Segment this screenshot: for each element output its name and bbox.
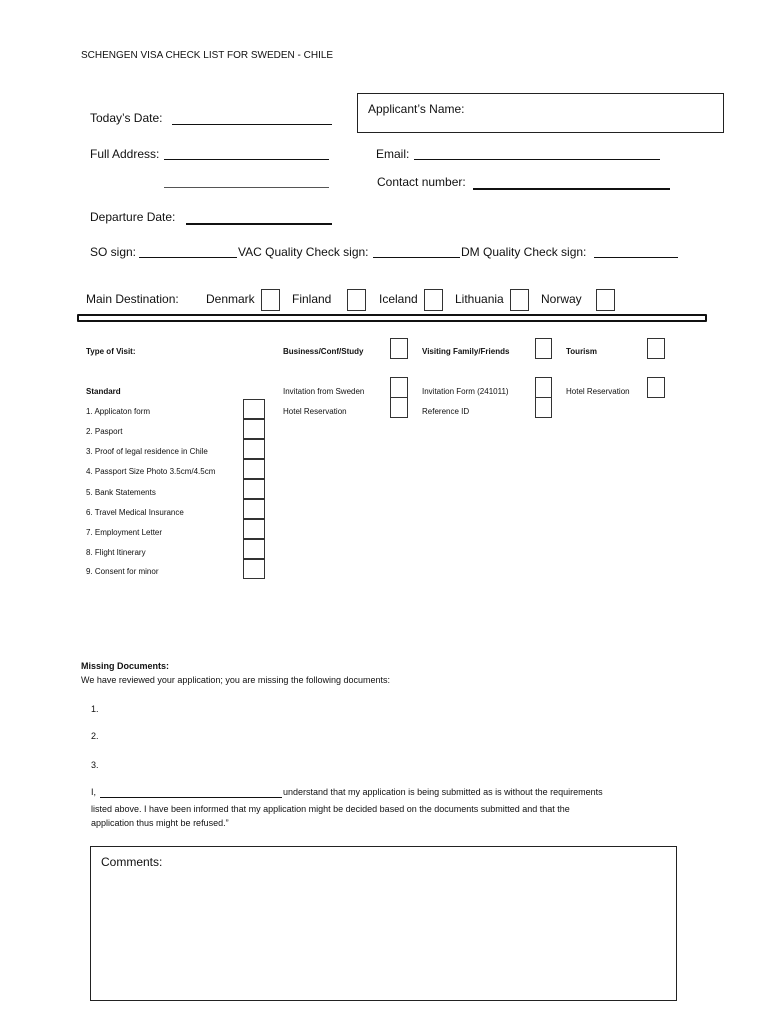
standard-item: 3. Proof of legal residence in Chile [86, 447, 208, 456]
vac-quality-label: VAC Quality Check sign: [238, 245, 369, 259]
standard-checkbox-8[interactable] [243, 539, 265, 559]
business-doc-invitation: Invitation from Sweden [283, 387, 365, 396]
missing-documents-intro: We have reviewed your application; you are missing the following documents: [81, 675, 390, 685]
declaration-prefix: I, [91, 787, 97, 797]
business-invitation-checkbox[interactable] [390, 377, 408, 398]
applicant-name-box[interactable] [357, 93, 724, 133]
full-address-label: Full Address: [90, 147, 160, 161]
standard-item: 4. Passport Size Photo 3.5cm/4.5cm [86, 467, 216, 476]
full-address-field-1[interactable] [164, 159, 329, 160]
standard-item: 9. Consent for minor [86, 567, 159, 576]
standard-checkbox-3[interactable] [243, 439, 265, 459]
standard-item: 7. Employment Letter [86, 528, 163, 537]
visit-tourism-checkbox[interactable] [647, 338, 665, 359]
standard-checkbox-9[interactable] [243, 559, 265, 579]
standard-item: 5. Bank Statements [86, 488, 156, 497]
family-doc-invitation-form: Invitation Form (241011) [422, 387, 509, 396]
section-divider [77, 314, 707, 322]
destination-norway-checkbox[interactable] [596, 289, 615, 311]
standard-checkbox-7[interactable] [243, 519, 265, 539]
so-sign-field[interactable] [139, 257, 237, 258]
missing-item-2: 2. [91, 731, 99, 741]
todays-date-field[interactable] [172, 124, 332, 125]
destination-denmark-checkbox[interactable] [261, 289, 280, 311]
missing-item-1: 1. [91, 704, 99, 714]
missing-item-3: 3. [91, 760, 99, 770]
destination-lithuania-label: Lithuania [455, 292, 504, 306]
email-field[interactable] [414, 159, 660, 160]
todays-date-label: Today’s Date: [90, 111, 163, 125]
declaration-name-field[interactable] [100, 797, 282, 798]
missing-documents-heading: Missing Documents: [81, 661, 170, 671]
standard-item: 8. Flight Itinerary [86, 548, 146, 557]
destination-denmark-label: Denmark [206, 292, 255, 306]
comments-label: Comments: [101, 855, 163, 869]
departure-date-field[interactable] [186, 223, 332, 225]
vac-quality-field[interactable] [373, 257, 460, 258]
standard-heading: Standard [86, 387, 121, 396]
declaration-text-line3: application thus might be refused.” [91, 818, 229, 828]
type-of-visit-label: Type of Visit: [86, 347, 136, 356]
contact-number-field[interactable] [473, 188, 670, 190]
declaration-text-line1: understand that my application is being submitted as is without the requirements [283, 787, 603, 797]
dm-quality-label: DM Quality Check sign: [461, 245, 587, 259]
business-hotel-checkbox[interactable] [390, 397, 408, 418]
comments-box[interactable] [90, 846, 677, 1001]
main-destination-label: Main Destination: [86, 292, 179, 306]
family-invitation-checkbox[interactable] [535, 377, 552, 398]
standard-item: 2. Pasport [86, 427, 123, 436]
visit-family-checkbox[interactable] [535, 338, 552, 359]
tourism-hotel-checkbox[interactable] [647, 377, 665, 398]
contact-number-label: Contact number: [377, 175, 466, 189]
departure-date-label: Departure Date: [90, 210, 176, 224]
business-doc-hotel: Hotel Reservation [283, 407, 347, 416]
page-title: SCHENGEN VISA CHECK LIST FOR SWEDEN - CHILE [81, 50, 334, 61]
dm-quality-field[interactable] [594, 257, 678, 258]
standard-checkbox-2[interactable] [243, 419, 265, 439]
so-sign-label: SO sign: [90, 245, 137, 259]
destination-iceland-checkbox[interactable] [424, 289, 443, 311]
visit-business-checkbox[interactable] [390, 338, 408, 359]
standard-checkbox-6[interactable] [243, 499, 265, 519]
declaration-text-line2: listed above. I have been informed that my application might be decided based on the documents submitted and that the [91, 804, 570, 814]
family-reference-checkbox[interactable] [535, 397, 552, 418]
standard-checkbox-1[interactable] [243, 399, 265, 419]
destination-norway-label: Norway [541, 292, 582, 306]
destination-lithuania-checkbox[interactable] [510, 289, 529, 311]
full-address-field-2[interactable] [164, 187, 329, 188]
destination-finland-label: Finland [292, 292, 332, 306]
destination-iceland-label: Iceland [379, 292, 418, 306]
applicant-name-label: Applicant’s Name: [368, 102, 465, 116]
standard-item: 1. Applicaton form [86, 407, 151, 416]
standard-checkbox-4[interactable] [243, 459, 265, 479]
visit-business-label: Business/Conf/Study [283, 347, 364, 356]
destination-finland-checkbox[interactable] [347, 289, 366, 311]
family-doc-reference-id: Reference ID [422, 407, 470, 416]
visit-tourism-label: Tourism [566, 347, 597, 356]
visit-family-label: Visiting Family/Friends [422, 347, 510, 356]
email-label: Email: [376, 147, 410, 161]
standard-checkbox-5[interactable] [243, 479, 265, 499]
standard-item: 6. Travel Medical Insurance [86, 508, 184, 517]
tourism-doc-hotel: Hotel Reservation [566, 387, 630, 396]
